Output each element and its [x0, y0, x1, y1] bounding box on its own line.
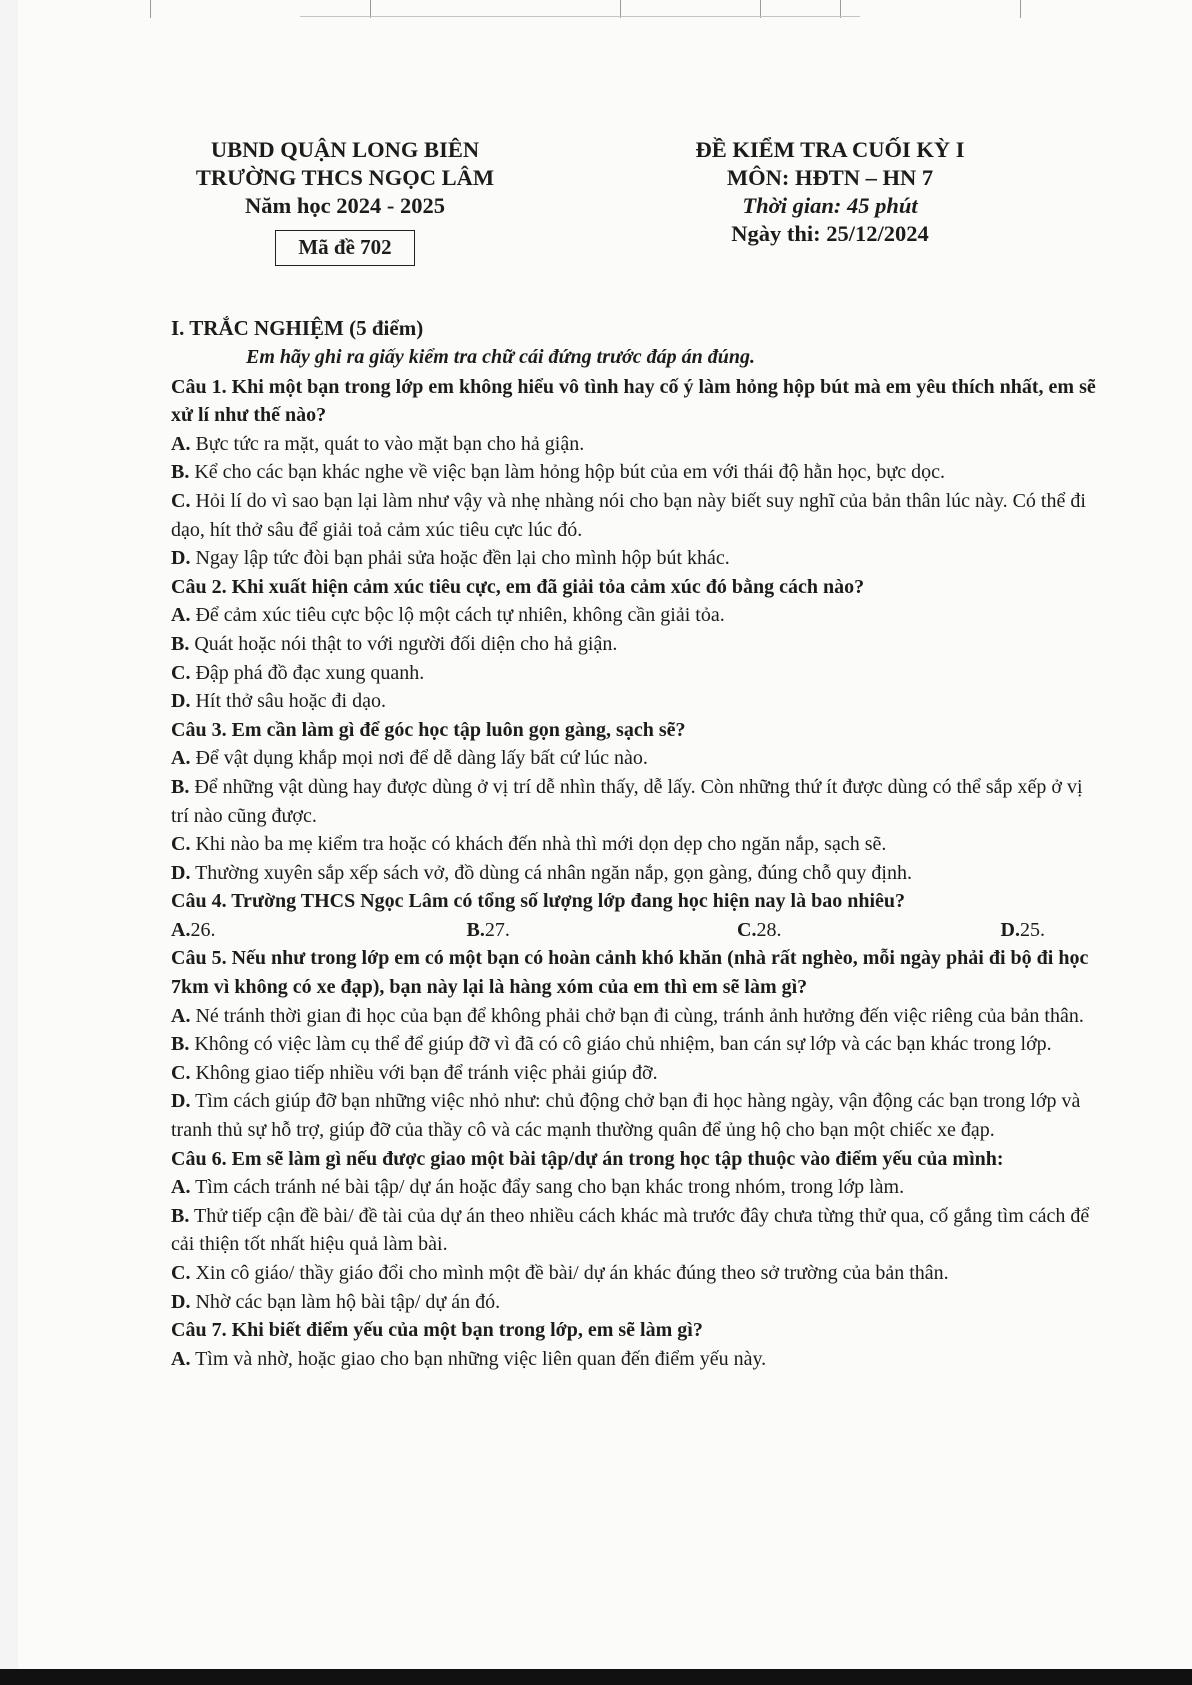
question-stem: Câu 4. Trường THCS Ngọc Lâm có tổng số lượng lớp đang học hiện nay là bao nhiêu?: [171, 890, 906, 913]
option-letter: B.: [171, 1204, 190, 1227]
option-letter: C.: [171, 833, 191, 856]
answer-options-row: [171, 916, 1101, 945]
answer-option: [171, 1030, 1101, 1059]
option-text: 28.: [756, 918, 782, 941]
option-text: 26.: [190, 918, 216, 941]
option-letter: B.: [171, 632, 190, 655]
exam-code-box: Mã đề 702: [275, 230, 414, 266]
option-text: Quát hoặc nói thật to với người đối diện cho hả giận.: [189, 632, 618, 655]
answer-option: [171, 687, 1101, 716]
exam-date: Ngày thi: 25/12/2024: [731, 221, 929, 246]
option-text: Tìm cách giúp đỡ bạn những việc nhỏ như: chủ động chở bạn đi học hàng ngày, vận động các bạn trong lớp và tranh thủ sự hỗ trợ, giúp đỡ của thầy cô và các mạnh thường quân để ủng hộ cho bạn một chiếc xe đạp.: [171, 1090, 1081, 1142]
answer-option: [171, 1002, 1101, 1031]
option-text: 25.: [1020, 918, 1045, 941]
option-text: Không giao tiếp nhiều với bạn để tránh việc phải giúp đỡ.: [190, 1061, 658, 1084]
option-letter: D.: [171, 547, 191, 570]
option-letter: C.: [171, 1262, 191, 1284]
answer-option: [171, 659, 1101, 688]
answer-option: [467, 916, 729, 945]
option-text: Kể cho các bạn khác nghe về việc bạn làm hỏng hộp bút của em với thái độ hằn học, bực dọc.: [189, 461, 945, 484]
exam-title: ĐỀ KIỂM TRA CUỐI KỲ I: [695, 137, 965, 162]
school-name: TRƯỜNG THCS NGỌC LÂM: [195, 165, 495, 190]
option-text: Khi nào ba mẹ kiểm tra hoặc có khách đến nhà thì mới dọn dẹp cho ngăn nắp, sạch sẽ.: [190, 833, 887, 856]
option-letter: A.: [171, 604, 191, 627]
option-letter: D.: [171, 1290, 191, 1313]
scan-top-line: [300, 16, 860, 17]
exam-content: [171, 313, 1101, 1373]
option-letter: B.: [171, 1033, 190, 1056]
answer-option: [1001, 916, 1045, 945]
option-text: Thử tiếp cận đề bài/ đề tài của dự án theo nhiều cách khác mà trước đây chưa từng thử qua, cố gắng tìm cách để cải thiện tốt nhất hiệu quả làm bài.: [171, 1204, 1090, 1256]
authority-name: UBND QUẬN LONG BIÊN: [210, 137, 480, 162]
option-text: Né tránh thời gian đi học của bạn để không phải chở bạn đi cùng, tránh ảnh hưởng đến việc riêng của bản thân.: [190, 1004, 1084, 1027]
option-text: Tìm và nhờ, hoặc giao cho bạn những việc liên quan đến điểm yếu này.: [190, 1347, 767, 1370]
option-text: Ngay lập tức đòi bạn phải sửa hoặc đền lại cho mình hộp bút khác.: [190, 547, 730, 570]
section-title: I. TRẮC NGHIỆM (5 điểm): [171, 316, 424, 340]
option-text: Hít thở sâu hoặc đi dạo.: [190, 690, 386, 713]
answer-option: [171, 487, 1101, 544]
option-letter: D.: [1000, 918, 1020, 941]
option-letter: C.: [171, 489, 191, 512]
answer-option: [171, 1259, 1101, 1288]
option-letter: A.: [171, 747, 191, 770]
option-text: Đập phá đồ đạc xung quanh.: [190, 661, 425, 684]
answer-option: [171, 1173, 1101, 1202]
answer-option: [171, 744, 1101, 773]
question-stem: Câu 1. Khi một bạn trong lớp em không hiểu vô tình hay cố ý làm hỏng hộp bút mà em yêu thích nhất, em sẽ xử lí như thế nào?: [171, 375, 1096, 427]
option-text: Nhờ các bạn làm hộ bài tập/ dự án đó.: [190, 1290, 501, 1313]
option-letter: A.: [171, 918, 191, 941]
answer-option: [171, 1087, 1101, 1144]
answer-option: [171, 859, 1101, 888]
question-stem: Câu 7. Khi biết điểm yếu của một bạn trong lớp, em sẽ làm gì?: [171, 1319, 703, 1342]
option-text: Thường xuyên sắp xếp sách vở, đồ dùng cá nhân ngăn nắp, gọn gàng, đúng chỗ quy định.: [190, 861, 912, 884]
question-stem: Câu 5. Nếu như trong lớp em có một bạn có hoàn cảnh khó khăn (nhà rất nghèo, mỗi ngày phải đi bộ đi học 7km vì không có xe đạp), bạn này lại là hàng xóm của em thì em sẽ làm gì?: [171, 947, 1089, 999]
option-text: Hỏi lí do vì sao bạn lại làm như vậy và nhẹ nhàng nói cho bạn này biết suy nghĩ của bản thân lúc này. Có thể đi dạo, hít thở sâu để giải toả cảm xúc tiêu cực lúc đó.: [171, 489, 1086, 541]
option-letter: A.: [171, 1004, 191, 1027]
option-letter: D.: [171, 690, 191, 713]
answer-option: [171, 773, 1101, 830]
school-year: Năm học 2024 - 2025: [245, 193, 445, 218]
header-school-block: [150, 136, 540, 266]
option-letter: D.: [171, 861, 191, 884]
answer-option: [171, 1345, 1101, 1374]
option-letter: A.: [171, 432, 191, 455]
option-letter: A.: [171, 1347, 191, 1370]
answer-option: [171, 1059, 1101, 1088]
answer-option: [171, 830, 1101, 859]
option-letter: A.: [171, 1176, 191, 1199]
option-text: Bực tức ra mặt, quát to vào mặt bạn cho hả giận.: [190, 432, 585, 455]
exam-subject: MÔN: HĐTN – HN 7: [726, 165, 934, 190]
option-text: Xin cô giáo/ thầy giáo đổi cho mình một đề bài/ dự án khác đúng theo sở trường của bản thân.: [190, 1262, 949, 1284]
option-letter: C.: [737, 918, 757, 941]
answer-option: [171, 630, 1101, 659]
scan-bottom-edge: [0, 1669, 1192, 1685]
question-stem: Câu 3. Em cần làm gì để góc học tập luôn gọn gàng, sạch sẽ?: [171, 718, 686, 741]
option-letter: B.: [171, 461, 190, 484]
option-letter: C.: [171, 661, 191, 684]
question-stem: Câu 2. Khi xuất hiện cảm xúc tiêu cực, em đã giải tỏa cảm xúc đó bằng cách nào?: [171, 575, 865, 598]
option-text: Tìm cách tránh né bài tập/ dự án hoặc đẩy sang cho bạn khác trong nhóm, trong lớp làm.: [190, 1176, 905, 1199]
scan-top-marks: [150, 0, 1050, 20]
option-letter: D.: [171, 1090, 191, 1113]
option-text: Để vật dụng khắp mọi nơi để dễ dàng lấy bất cứ lúc nào.: [190, 747, 648, 770]
scan-left-margin: [0, 0, 19, 1685]
answer-option: [171, 544, 1101, 573]
option-letter: B.: [466, 918, 485, 941]
header-exam-block: [640, 136, 1020, 248]
option-text: 27.: [484, 918, 510, 941]
answer-option: [737, 916, 992, 945]
option-text: Không có việc làm cụ thể để giúp đỡ vì đã có cô giáo chủ nhiệm, ban cán sự lớp và các bạn khác trong lớp.: [189, 1033, 1052, 1056]
answer-option: [171, 458, 1101, 487]
exam-duration: Thời gian: 45 phút: [742, 193, 918, 218]
option-text: Để cảm xúc tiêu cực bộc lộ một cách tự nhiên, không cần giải tỏa.: [190, 604, 725, 627]
answer-option: [171, 1288, 1101, 1317]
option-letter: C.: [171, 1061, 191, 1084]
option-letter: B.: [171, 775, 190, 798]
answer-option: [171, 916, 458, 945]
answer-option: [171, 601, 1101, 630]
option-text: Để những vật dùng hay được dùng ở vị trí dễ nhìn thấy, dễ lấy. Còn những thứ ít được dùng có thể sắp xếp ở vị trí nào cũng được.: [171, 775, 1083, 827]
answer-option: [171, 1202, 1101, 1259]
answer-option: [171, 430, 1101, 459]
question-stem: Câu 6. Em sẽ làm gì nếu được giao một bài tập/dự án trong học tập thuộc vào điểm yếu của mình:: [171, 1147, 1004, 1170]
section-instruction: Em hãy ghi ra giấy kiểm tra chữ cái đứng trước đáp án đúng.: [246, 346, 755, 368]
